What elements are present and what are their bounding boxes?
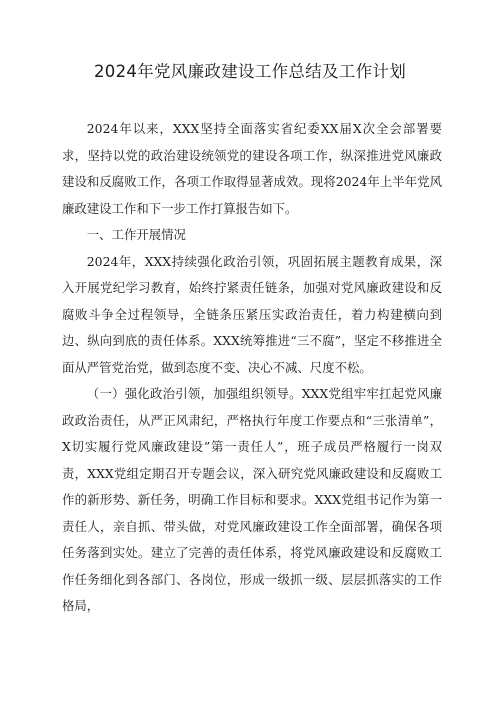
- section-heading: 一、工作开展情况: [86, 227, 186, 242]
- intro-paragraph: 2024年以来，XXX坚持全面落实省纪委XX届X次全会部署要求，坚持以党的政治建设统领党的建设各项工作，纵深推进党风廉政建设和反腐败工作，各项工作取得显著成效。现将2024年上半年党风廉政建设工作和下一步工作打算报告如下。: [62, 121, 442, 216]
- document-body: [62, 116, 442, 620]
- subsection-paragraph: （一）强化政治引领，加强组织领导。XXX党组牢牢扛起党风廉政政治责任，从严正风肃纪，严格执行年度工作要点和“三张清单”，X切实履行党风廉政建设”第一责任人”，班子成员严格履行一岗双责，XXX党组定期召开专题会议，深入研究党风廉政建设和反腐败工作的新形势、新任务，明确工作目标和要求。XXX党组书记作为第一责任人，亲自抓、带头做，对党风廉政建设工作全面部署，确保各项任务落到实处。建立了完善的责任体系，将党风廉政建设和反腐败工作任务细化到各部门、各岗位，形成一级抓一级、层层抓落实的工作格局，: [62, 386, 442, 613]
- document-title: 2024年党风廉政建设工作总结及工作计划: [94, 62, 406, 81]
- body-paragraph: 2024年，XXX持续强化政治引领，巩固拓展主题教育成果，深入开展党纪学习教育，始终拧紧责任链条，加强对党风廉政建设和反腐败斗争全过程领导，全链条压紧压实政治责任，着力构建横向到边、纵向到底的责任体系。XXX统筹推进“三不腐”，坚定不移推进全面从严管党治党，做到态度不变、决心不减、尺度不松。: [62, 253, 442, 375]
